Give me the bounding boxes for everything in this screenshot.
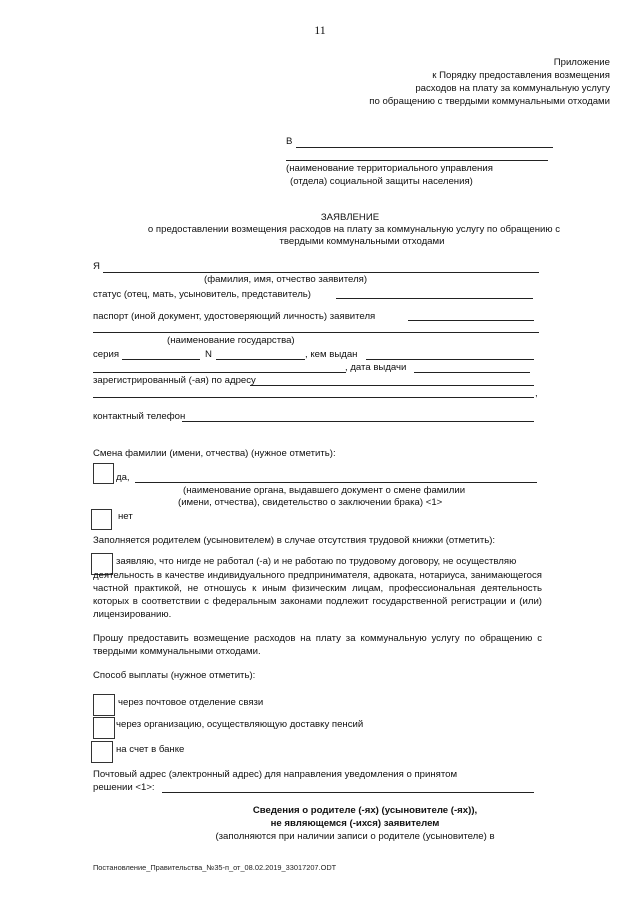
issued-by-label: , кем выдан (305, 349, 358, 360)
payment-pension-org-checkbox[interactable] (93, 717, 115, 739)
declaration-text: деятельность в качестве индивидуального предпринимателя, адвоката, нотариуса, занимающегося частной практикой, не отношусь к иным физическим лицам, профессиональная деятельность которых в соответствии с федеральным законами подлежит государственной регистрации и (или) лицензированию. (93, 570, 542, 620)
name-change-no-label: нет (118, 511, 133, 522)
status-field-line[interactable] (336, 298, 533, 299)
applicant-i-label: Я (93, 261, 100, 272)
number-field-line[interactable] (216, 359, 305, 360)
phone-field-line[interactable] (182, 421, 534, 422)
addressee-caption-2: (отдела) социальной защиты населения) (290, 176, 473, 187)
name-change-question: Смена фамилии (имени, отчества) (нужное отметить): (93, 448, 336, 459)
issued-by-field-line-2[interactable] (93, 372, 346, 373)
payment-bank-checkbox[interactable] (91, 741, 113, 763)
appendix-line-3: расходов на плату за коммунальную услугу (415, 83, 610, 94)
addressee-prefix: В (286, 136, 293, 147)
document-footer: Постановление_Правительства_№35-п_от_08.02.2019_33017207.ODT (93, 863, 337, 872)
appendix-line-4: по обращению с твердыми коммунальными отходами (369, 96, 610, 107)
passport-label: паспорт (иной документ, удостоверяющий личность) заявителя (93, 311, 376, 322)
number-label: N (205, 349, 212, 360)
applicant-name-line[interactable] (103, 272, 539, 273)
series-field-line[interactable] (122, 359, 200, 360)
applicant-name-caption: (фамилия, имя, отчество заявителя) (204, 274, 368, 285)
series-label: серия (93, 349, 120, 360)
payment-pension-org-label: через организацию, осуществляющую доставку пенсий (116, 719, 364, 730)
declaration-first-line: заявляю, что нигде не работал (-а) и не работаю по трудовому договору, не осуществляю (116, 556, 517, 567)
addressee-field-line[interactable] (296, 147, 553, 148)
name-change-caption-1: (наименование органа, выдавшего документ о смене фамилии (183, 485, 466, 496)
document-title: ЗАЯВЛЕНИЕ (320, 212, 380, 223)
addressee-field-line-2[interactable] (286, 160, 548, 161)
address-field-line[interactable] (250, 385, 534, 386)
issued-by-field-line[interactable] (366, 359, 534, 360)
other-parent-note: (заполняются при наличии записи о родителе (усыновителе) в (215, 831, 495, 842)
registered-address-label: зарегистрированный (-ая) по адресу (93, 375, 256, 386)
address-comma: , (535, 388, 538, 399)
name-change-caption-2: (имени, отчества), свидетельство о заключении брака) <1> (178, 497, 443, 508)
passport-field-line-2[interactable] (93, 332, 539, 333)
issue-date-field-line[interactable] (414, 372, 530, 373)
name-change-yes-label: да, (116, 472, 130, 483)
phone-label: контактный телефон (93, 411, 186, 422)
payment-post-label: через почтовое отделение связи (118, 697, 264, 708)
issue-date-label: , дата выдачи (345, 362, 407, 373)
appendix-line-1: Приложение (553, 57, 610, 68)
document-subtitle-1: о предоставлении возмещения расходов на плату за коммунальную услугу по обращению с (147, 224, 561, 235)
name-change-yes-checkbox[interactable] (93, 463, 114, 484)
document-subtitle-2: твердыми коммунальными отходами (279, 236, 445, 247)
postal-address-field-line[interactable] (162, 792, 534, 793)
name-change-no-checkbox[interactable] (91, 509, 112, 530)
address-field-line-2[interactable] (93, 397, 534, 398)
passport-field-line[interactable] (408, 320, 534, 321)
name-change-authority-line[interactable] (135, 482, 537, 483)
parent-section-question: Заполняется родителем (усыновителем) в случае отсутствия трудовой книжки (отметить): (93, 535, 496, 546)
payment-post-checkbox[interactable] (93, 694, 115, 716)
state-caption: (наименование государства) (167, 335, 295, 346)
other-parent-heading-1: Сведения о родителе (-ях) (усыновителе (-ях)), (252, 805, 478, 816)
addressee-caption-1: (наименование территориального управления (286, 163, 493, 174)
payment-question: Способ выплаты (нужное отметить): (93, 670, 256, 681)
status-label: статус (отец, мать, усыновитель, представитель) (93, 289, 311, 300)
postal-address-label-1: Почтовый адрес (электронный адрес) для направления уведомления о принятом (93, 769, 458, 780)
other-parent-heading-2: не являющемся (-ихся) заявителем (270, 818, 440, 829)
page-number: 11 (314, 23, 326, 37)
payment-bank-label: на счет в банке (116, 744, 185, 755)
request-text: Прошу предоставить возмещение расходов на плату за коммунальную услугу по обращению с твердыми коммунальными отходами. (93, 633, 542, 657)
appendix-line-2: к Порядку предоставления возмещения (432, 70, 610, 81)
postal-address-label-2: решении <1>: (93, 782, 155, 793)
